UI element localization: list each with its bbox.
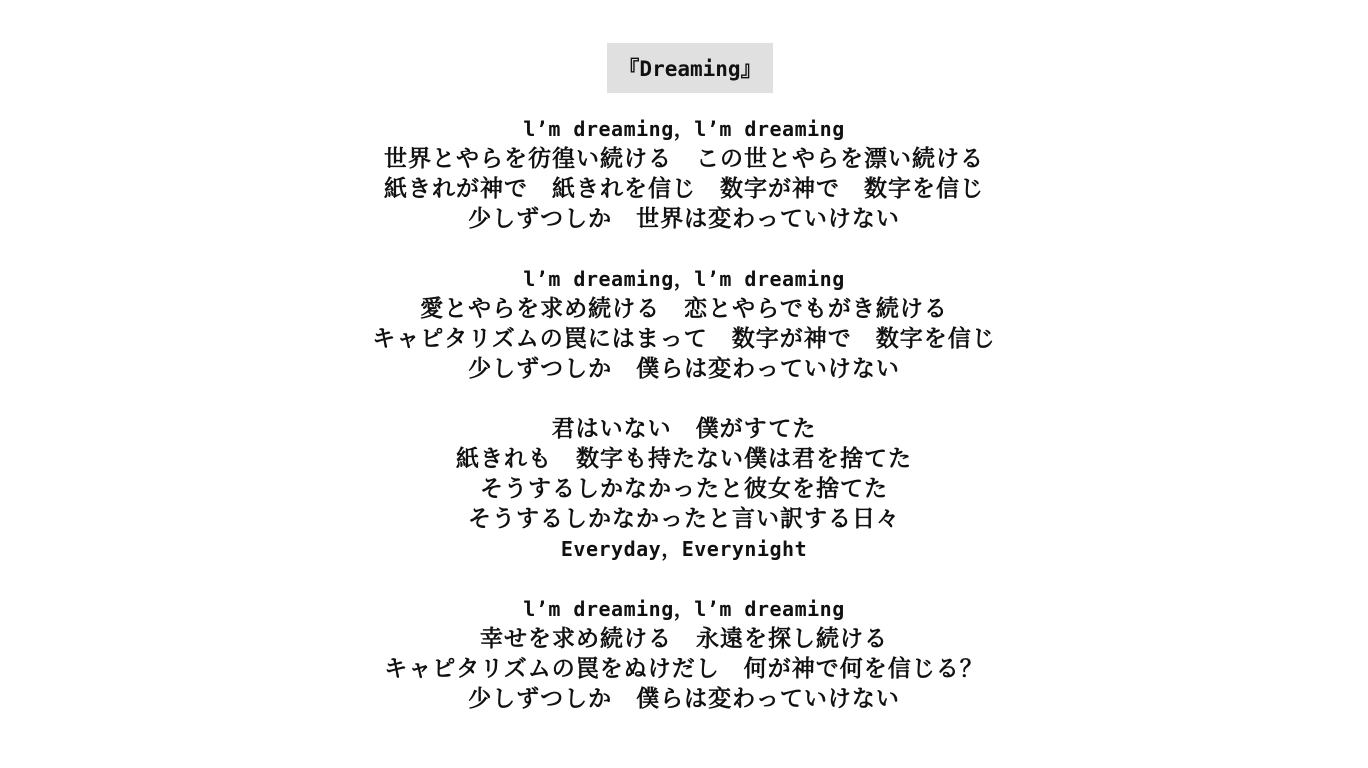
lyric-line: 少しずつしか 世界は変わっていけない	[468, 205, 900, 232]
document-title: 『Dreaming』	[607, 43, 773, 93]
lyrics-body	[0, 114, 1368, 744]
lyric-line: そうするしかなかったと言い訳する日々	[468, 505, 900, 532]
lyric-line: l’m dreaming，l’m dreaming	[523, 597, 845, 621]
lyric-line: 少しずつしか 僕らは変わっていけない	[468, 355, 900, 382]
stanza-4	[0, 594, 1368, 714]
lyric-line: 世界とやらを彷徨い続ける この世とやらを漂い続ける	[384, 145, 984, 172]
stanza-2	[0, 264, 1368, 384]
lyric-line: 愛とやらを求め続ける 恋とやらでもがき続ける	[420, 295, 948, 322]
lyric-line: そうするしかなかったと彼女を捨てた	[480, 475, 888, 502]
lyric-line: 幸せを求め続ける 永遠を探し続ける	[480, 625, 888, 652]
lyric-line: 君はいない 僕がすてた	[551, 415, 817, 442]
lyric-line: キャピタリズムの罠をぬけだし 何が神で何を信じる？	[384, 655, 984, 682]
lyric-line: l’m dreaming，l’m dreaming	[523, 117, 845, 141]
lyric-line: 少しずつしか 僕らは変わっていけない	[468, 685, 900, 712]
lyric-line: 紙きれが神で 紙きれを信じ 数字が神で 数字を信じ	[384, 175, 984, 202]
lyric-line: キャピタリズムの罠にはまって 数字が神で 数字を信じ	[372, 325, 996, 352]
lyric-line: l’m dreaming，l’m dreaming	[523, 267, 845, 291]
stanza-1	[0, 114, 1368, 234]
lyric-line: 紙きれも 数字も持たない僕は君を捨てた	[456, 445, 912, 472]
lyric-line: Everyday，Everynight	[560, 537, 808, 561]
stanza-3	[0, 414, 1368, 564]
